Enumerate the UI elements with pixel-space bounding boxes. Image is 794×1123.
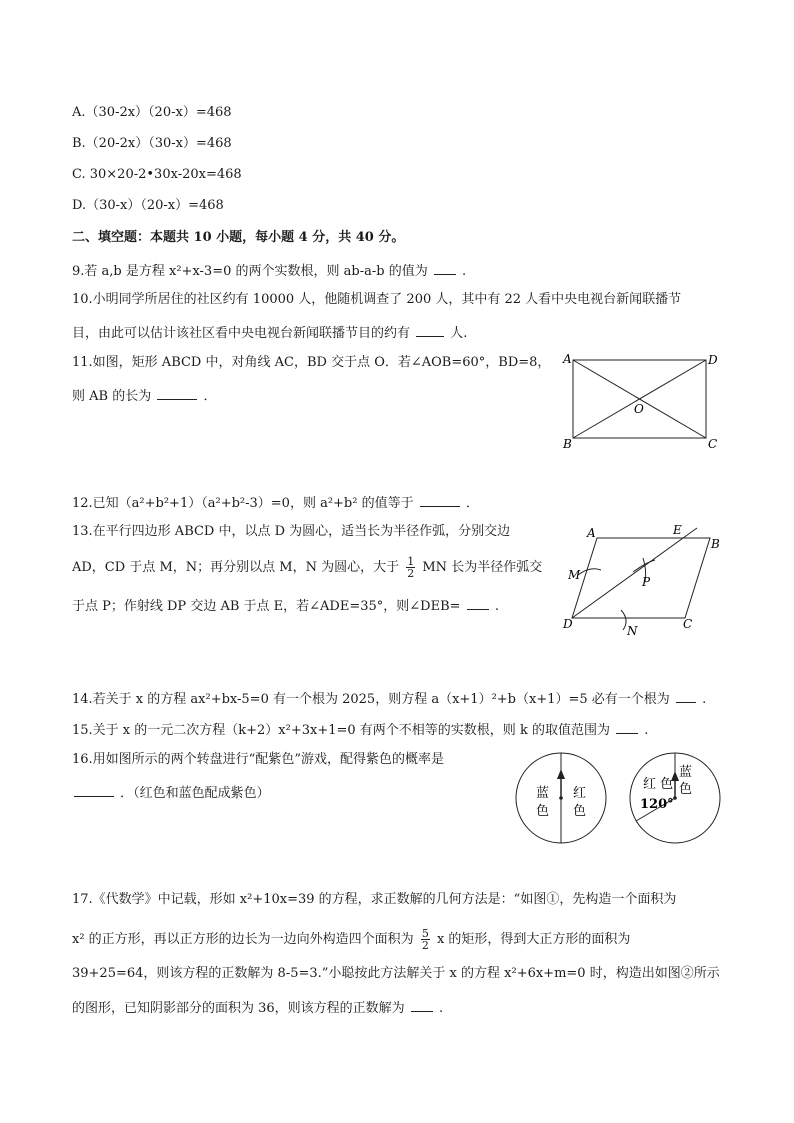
answer-blank[interactable] [411, 997, 433, 1012]
label-e: E [673, 523, 682, 537]
question-12-text: 12.已知（a²+b²+1）（a²+b²-3）=0，则 a²+b² 的值等于 [72, 496, 414, 511]
question-17-text: x² 的正方形，再以正方形的边长为一边向外构造四个面积为 [72, 932, 414, 947]
spinner-2-center [673, 796, 677, 800]
label-m: M [568, 568, 581, 582]
question-16-line1: 16.用如图所示的两个转盘进行“配紫色”游戏，配得紫色的概率是 [72, 752, 444, 767]
question-15 [72, 719, 648, 740]
answer-blank[interactable] [616, 719, 638, 734]
answer-blank[interactable] [434, 260, 456, 275]
option-c: C. 30×20-2•30x-20x=468 [72, 167, 242, 182]
fraction-numerator: 5 [421, 927, 429, 940]
question-15-end: . [644, 723, 649, 738]
label-b: B [563, 437, 572, 451]
label-c: C [683, 617, 693, 631]
question-13-line1: 13.在平行四边形 ABCD 中，以点 D 为圆心，适当长为半径作弧，分别交边 [72, 524, 511, 539]
fraction-numerator: 1 [407, 555, 415, 568]
answer-blank[interactable] [74, 782, 114, 797]
question-14-text: 14.若关于 x 的方程 ax²+bx-5=0 有一个根为 2025，则方程 a（x+1）²+b（x+1）=5 必有一个根为 [72, 692, 670, 707]
question-17-line4 [72, 997, 443, 1018]
question-12-end: ． [465, 496, 479, 511]
question-13-line3 [72, 595, 499, 616]
fraction-denominator: 2 [407, 567, 415, 580]
rectangle-figure [555, 350, 730, 455]
question-11-text: 则 AB 的长为 [72, 389, 152, 404]
question-14 [72, 688, 706, 709]
question-17-text-cont: x 的矩形，得到大正方形的面积为 [436, 932, 631, 947]
question-13-line2 [72, 556, 542, 579]
answer-blank[interactable] [420, 492, 460, 507]
question-11-line2 [72, 385, 217, 406]
question-14-end: . [702, 692, 707, 707]
spinner-1-center [559, 796, 563, 800]
answer-blank[interactable] [157, 385, 197, 400]
question-17-end: . [438, 1001, 444, 1016]
option-b: B.（20-2x）（30-x）=468 [72, 136, 232, 151]
question-10-line1: 10.小明同学所居住的社区约有 10000 人，他随机调查了 200 人，其中有 22 人看中央电视台新闻联播节 [72, 292, 682, 307]
spinner-1-red-2: 色 [573, 804, 587, 819]
label-a: A [587, 526, 596, 540]
spinner-2-blue-1: 蓝 [679, 765, 693, 780]
spinner-1-red-1: 红 [573, 786, 587, 801]
label-b: B [711, 537, 720, 551]
spinner-1-arrow-icon [557, 769, 565, 779]
spinner-2-angle: 120° [640, 797, 674, 812]
arc-m [578, 569, 601, 575]
parallelogram-figure [555, 520, 735, 645]
answer-blank[interactable] [416, 322, 444, 337]
question-9-end: . [461, 264, 467, 279]
question-17-line1: 17.《代数学》中记载，形如 x²+10x=39 的方程，求正数解的几何方法是：“如图①，先构造一个面积为 [72, 892, 677, 907]
fraction-five-halves [421, 928, 430, 951]
section-heading: 二、填空题：本题共 10 小题，每小题 4 分，共 40 分。 [72, 230, 405, 245]
question-16-text: ．（红色和蓝色配成紫色） [120, 786, 270, 801]
question-17-text-end: 的图形，已知阴影部分的面积为 36，则该方程的正数解为 [72, 1001, 405, 1016]
answer-blank[interactable] [676, 688, 696, 703]
question-10-text: 目，由此可以估计该社区看中央电视台新闻联播节目的约有 [72, 326, 411, 341]
question-13-text-end: 于点 P；作射线 DP 交边 AB 于点 E，若∠ADE=35°，则∠DEB= [72, 599, 461, 614]
option-d: D.（30-x）（20-x）=468 [72, 198, 224, 213]
question-12 [72, 492, 479, 513]
question-17-line3: 39+25=64，则该方程的正数解为 8-5=3.”小聪按此方法解关于 x 的方程 x²+6x+m=0 时，构造出如图②所示 [72, 966, 720, 981]
fraction-denominator: 2 [421, 939, 429, 952]
question-13-text-cont: MN 长为半径作弧交 [422, 560, 543, 575]
question-17-line2 [72, 928, 630, 951]
spinner-2-red: 红 色 [643, 777, 674, 792]
label-a: A [563, 352, 572, 366]
question-10-line2 [72, 322, 467, 343]
question-16-line2 [72, 782, 270, 803]
label-d: D [708, 353, 718, 367]
question-11-line1: 11.如图，矩形 ABCD 中，对角线 AC，BD 交于点 O．若∠AOB=60°，BD=8， [72, 355, 551, 370]
label-n: N [627, 624, 638, 638]
arc-n [621, 610, 626, 630]
question-9-text: 9.若 a,b 是方程 x²+x-3=0 的两个实数根，则 ab-a-b 的值为 [72, 264, 428, 279]
spinner-2-blue-2: 色 [679, 782, 693, 797]
spinner-1-blue-2: 色 [536, 804, 550, 819]
fraction-half [406, 556, 415, 579]
spinner-figure [505, 745, 730, 850]
question-15-text: 15.关于 x 的一元二次方程（k+2）x²+3x+1=0 有两个不相等的实数根，则 k 的取值范围为 [72, 723, 610, 738]
answer-blank[interactable] [467, 595, 489, 610]
parallelogram-abcd [572, 538, 710, 618]
label-o: O [634, 402, 644, 416]
label-c: C [708, 437, 718, 451]
option-a: A.（30-2x）（20-x）=468 [72, 105, 232, 120]
spinner-1-blue-1: 蓝 [536, 786, 550, 801]
question-11-end: ． [203, 389, 217, 404]
question-10-end: 人. [450, 326, 468, 341]
question-13-end: . [494, 599, 499, 614]
label-d: D [563, 617, 573, 631]
ray-dp [572, 528, 697, 618]
label-p: P [642, 575, 651, 589]
question-9 [72, 260, 466, 281]
question-13-text: AD，CD 于点 M，N；再分别以点 M，N 为圆心，大于 [72, 560, 400, 575]
